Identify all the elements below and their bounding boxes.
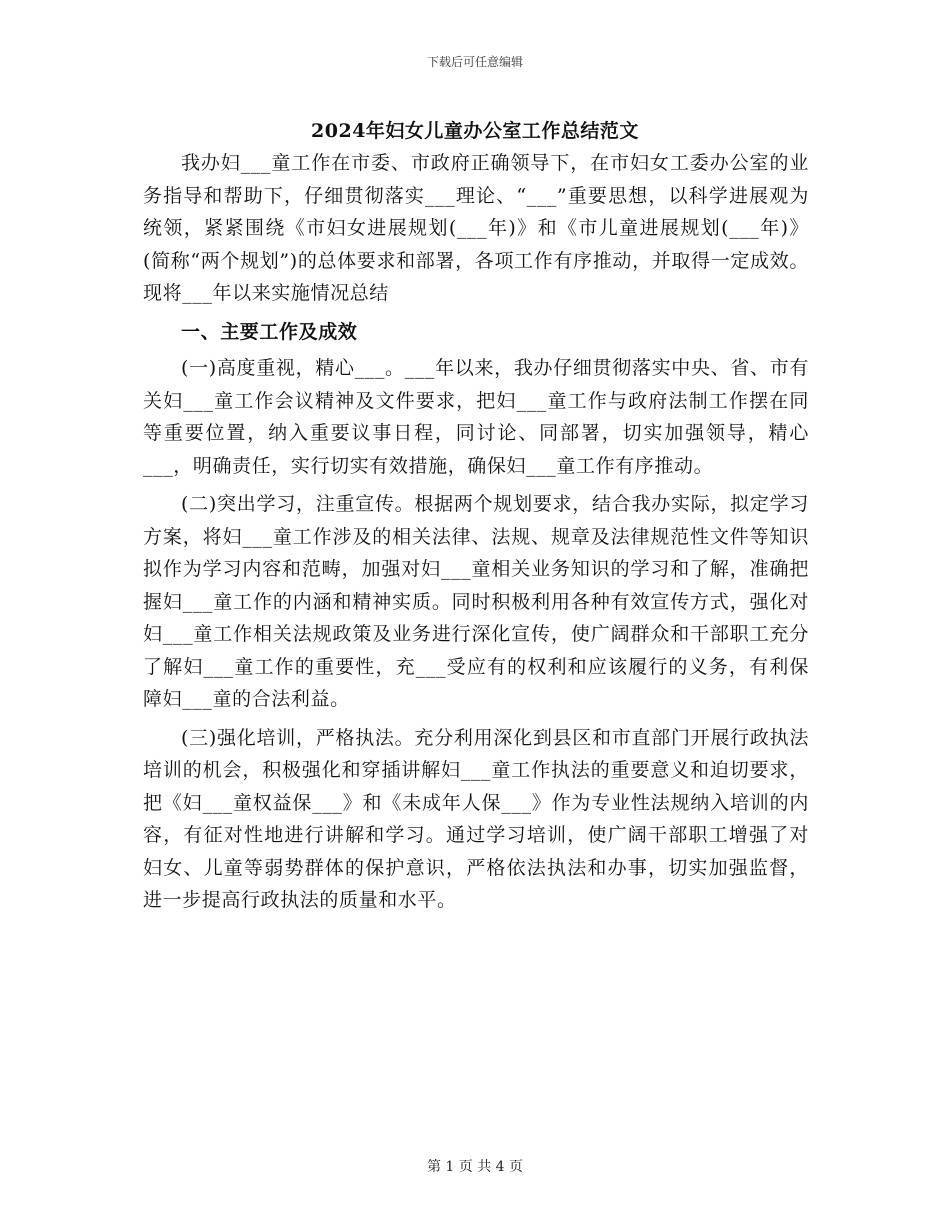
paragraph-1: (一)高度重视，精心___。___年以来，我办仔细贯彻落实中央、省、市有关妇___童工作会议精神及文件要求，把妇___童工作与政府法制工作摆在同等重要位置，纳入重要议事日程，同讨论、同部署，切实加强领导，精心___，明确责任，实行切实有效措施，确保妇___童工作有序推动。: [143, 357, 809, 477]
document-body: [143, 147, 809, 923]
intro-paragraph: 我办妇___童工作在市委、市政府正确领导下，在市妇女工委办公室的业务指导和帮助下，仔细贯彻落实___理论、“___”重要思想，以科学进展观为统领，紧紧围绕《市妇女进展规划(___年)》和《市儿童进展规划(___年)》(简称“两个规划”)的总体要求和部署，各项工作有序推动，并取得一定成效。现将___年以来实施情况总结: [143, 152, 809, 304]
section-heading: 一、主要工作及成效: [181, 320, 358, 343]
page-number: 第 1 页 共 4 页: [426, 1159, 524, 1175]
document-title: 2024年妇女儿童办公室工作总结范文: [311, 120, 639, 142]
paragraph-2: (二)突出学习，注重宣传。根据两个规划要求，结合我办实际，拟定学习方案，将妇___童工作涉及的相关法律、法规、规章及法律规范性文件等知识拟作为学习内容和范畴，加强对妇___童相关业务知识的学习和了解，准确把握妇___童工作的内涵和精神实质。同时积极利用各种有效宣传方式，强化对妇___童工作相关法规政策及业务进行深化宣传，使广阔群众和干部职工充分了解妇___童工作的重要性，充___受应有的权利和应该履行的义务，有利保障妇___童的合法利益。: [143, 493, 809, 710]
paragraph-3: (三)强化培训，严格执法。充分利用深化到县区和市直部门开展行政执法培训的机会，积极强化和穿插讲解妇___童工作执法的重要意义和迫切要求，把《妇___童权益保___》和《未成年人保___》作为专业性法规纳入培训的内容，有征对性地进行讲解和学习。通过学习培训，使广阔干部职工增强了对妇女、儿童等弱势群体的保护意识，严格依法执法和办事，切实加强监督，进一步提高行政执法的质量和水平。: [143, 726, 809, 911]
page-header: 下载后可任意编辑: [426, 55, 523, 69]
